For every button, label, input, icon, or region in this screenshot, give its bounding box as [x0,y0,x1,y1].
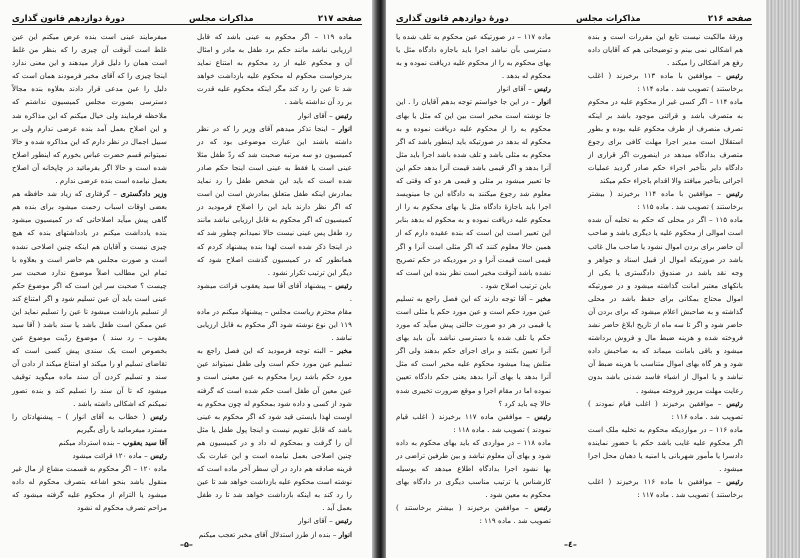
page-header [12,10,362,24]
series-title: دورهٔ دوازدهم قانون گذاری [396,14,509,24]
speaker-name: رئیس [721,189,743,199]
paragraph [588,475,753,501]
speaker-name: رئیس [528,503,551,513]
paragraph [396,82,561,95]
speaker-name: انوار [334,123,352,133]
paragraph-text: – موافقین با ماده ۱۱۴ برخیزند ( بیشتر برخاستند ) تصویب شد . ماده ۱۱۵ : [588,189,743,212]
paragraph [197,122,362,279]
paragraph [588,95,753,187]
paragraph [12,462,177,514]
paragraph-text: ماده ۱۱۴ – اگر کسی غیر از محکوم علیه در محکوم به متصرف باشد و قرائنی موجود باشد بر اینکه تصرف منصرف از طرف محکوم علیه بوده و بطور استقلال است مدیر اجرا مهلت کافی برای رجوع متصرف بدادگاه میدهد در اینصورت اگر قراری از دادگاه دایر بتأخیر اجراء حکم صادر گردید عملیات اجرائی بتأخیر میافتد والا اقدام باجراء حکم میکند [588,97,743,186]
header-rule [12,24,362,25]
paragraph-text: – بنده از طرز استدلال آقای مخبر تعجب میکنم [198,529,337,539]
center-title: مذاکرات مجلس [576,14,641,24]
page-217 [0,0,374,558]
paragraph [588,423,753,475]
paragraph-text: ورقهٔ مالکیت نیست تابع این مقررات است و بنده هم اشکالی نمی بینم و توضیحاتی هم که آقایان داده رفع هر اشکالی را میکند . [588,32,743,68]
paragraph [588,187,753,213]
page-header [396,10,752,24]
paragraph-text: – آقای انوار [298,516,333,526]
paragraph [396,95,561,291]
speaker-name: رئیس [720,71,743,81]
paragraph-text: – بنده استرداد میکنم [58,437,121,447]
speaker-name: رئیس [721,398,743,408]
paragraph-text: ماده ۱۲۰ – اگر محکوم به قسمت مشاع از مال غیر منقول باشد بنحو اشاعه بتصرف محکوم له داده میشود یا التزام از محکوم علیه گرفته میشود که مزاحم تصرف محکوم له نشود [12,464,167,513]
paragraph [396,292,561,410]
paragraph [396,30,561,82]
speaker-name: وزیر دادگستری [116,189,167,199]
paragraph-text: – گرفتاری که زیاد شد حافظه هم بعضی اوقات اسباب زحمت میشود برای بنده هم گاهی پیش میآید اصلاحاتی که در کمیسیون میشود بنده یادداشت میکنم در یادداشتهای بنده که هیچ چیزی نیست و آقایان هم اینکه چنین اصلاحی نشده است و صورت مجلس هم حاضر است و بعلاوه با تمام این مطالب اصلاً موضوع ندارد صحبت سر چیست ؟ صحبت سر این است که اگر موضوع حکم عینی است باید آن عین تسلیم شود و اگر امتناع کند از تسلیم بازداشت میشود تا عین را تسلیم نماید این عین ممکن است طفل باشد یا سند باشد ( آقا سید یعقوب – رد سند ) موضوع ردّیت موضوع عین بخصوص است یک سندی پیش کسی است که تقاضای تسلیم او را میکند او امتناع میکند از دادن آن سند و تسلیم کردن آن سند ماده میگوید توقیف میشود که تا آن سند را تسلیم کند و بنده تصور نمیکنم که اشکالی داشته باشد . [12,189,167,408]
page-label: صفحه ۲۱۷ [317,14,362,24]
paragraph [197,305,362,344]
paragraph [588,30,753,69]
paragraph [588,213,753,396]
paragraph-text: – آقای انوار [298,110,333,120]
paragraph [396,410,561,436]
paragraph-text: ( خطاب به آقای انوار ) – پیشنهادتان را مسترد میفرمائید یا رأی بگیریم [12,411,167,434]
paragraph-text: میفرمایند عینی است بنده عرض میکنم این عین غلط است آنوقت آن چیزی را که بنظر من غلط است همان را دلیل قرار میدهند و این معنی ندارد اینجا چیزی را که آقای مخبر فرمودند همان است که دلیل را عین مدعی قرار دادند بعلاوه بنده مجالاً دسترسی بصورت مجلس کمیسیون نداشتم که ملاحظه فرمایند ولی خیال میکنم که این مذاکره شد و این اصلاح بعمل آمد بنده عرضی ندارم ولی بر سبیل اجمال در نظر دارم که این مذاکره شده و حالا نمیتوانم قسم حضرت عباس بخورم که اینطور اصلاح شده است و حالا اگر بفرمائید در چاپخانه آن اصلاح بعمل نیامده است بنده عرضی ندارم . [12,32,167,186]
paragraph-text: – البته توجه فرمودید که این فصل راجع به تسلیم عین مورد حکم است ولی طفل نمیتواند عین مورد حکم باشد زیرا محکوم به عین معینی است و عین معین آن طفل است حکم شده است که گرفته شود از کسی و داده شود بمحکوم له چون محکوم به اوست لهذا بایستی قید شود که اگر محکوم به عینی باشد که قابل تقویم نیست و اینجا پول طفل یا مثل آن را گرفت و بمحکوم له داد و در کمیسیون هم چنین اصلاحی بعمل نیامده است و این عبارت یک قرینه صادقه هم دارد در آن سطر آخر ماده است که نوشته است محکوم علیه بازداشت خواهد شد تا عین را رد کند به اینکه بازداشت خواهد شد تا رد طفل بعمل آید . [197,346,352,513]
speaker-name: انوار [534,97,551,107]
speaker-name: رئیس [531,84,551,94]
paragraph-text: – موافقین برخیزند ( بیشتر برخاستند ) تصویب شد . ماده ۱۱۹ : [396,503,551,526]
header-rule [396,24,752,25]
paragraph-text: – پیشنهاد آقای آقا سید یعقوب قرائت میشود . [197,280,352,303]
page-number: –٤– [564,540,577,549]
speaker-name: رئیس [332,110,352,120]
speaker-name: رئیس [720,477,743,487]
paragraph-text: – موافقین ماده ۱۱۷ برخیزند ( اغلب قیام نمودند ) تصویب شد . ماده ۱۱۸ : [396,411,551,434]
column-left [396,30,561,528]
paragraph [12,436,177,449]
paragraph [396,436,561,501]
paragraph-text: ماده ۱۱۷ – در صورتیکه عین محکوم به تلف شده یا دسترسی بآن نباشد اجرا باید باجازه دادگاه مثل یا بهای محکوم به را از محکوم علیه دریافت نموده و به محکوم له بدهد . [396,32,551,81]
paragraph-text: – آقا توجه دارند که این فصل راجع به تسلیم عین مورد حکم است و عین مورد حکم یا مثلی است یا قیمی در هر دو صورت حالتی پیش میآید که مورد حکم یا تلف شده یا دسترسی نباشد بآن باید بهای آنرا تعیین بکنند و برای اجرای حکم بدهند ولی اگر مثلش پیدا میشود محکوم علیه مخیر است که مثل آنرا بدهد یا بهای آنرا بدهد یعنی حکم دادگاه تعیین نموده اما در مقام اجرا و موقع ضرورت تخییری شده حالا چه باید کرد ؟ [396,293,551,408]
center-title: مذاکرات مجلس [189,14,254,24]
paragraph [197,109,362,122]
paragraph-text: مقام محترم ریاست مجلس – پیشنهاد میکنم در ماده ۱۱۹ این نوع نوشته شود اگر محکوم به قابل ارزیابی نباشد . [197,306,352,343]
column-right [588,30,753,501]
paragraph [396,501,561,527]
paragraph-text: – ماده ۱۲۰ قرائت میشود [72,451,148,460]
paragraph-text: – موافقین با ماده ۱۱۶ برخیزند ( اغلب برخاستند ) تصویب شد . ماده ۱۱۷ : [588,477,743,500]
paragraph [197,344,362,514]
paragraph [12,449,177,462]
speaker-name: مخبر [333,346,352,356]
paragraph-text: – آقای انوار [497,84,532,94]
speaker-name: مخبر [533,293,551,303]
paragraph [197,30,362,109]
paragraph [588,69,753,95]
speaker-name: رئیس [332,280,352,290]
speaker-name: انوار [336,529,352,539]
speaker-name: رئیس [529,411,551,421]
paragraph-text: – اینجا تذکر میدهم آقای وزیر را که در نظر داشته باشند این عبارت موضوعی بود که در کمیسیون دو سه مرتبه صحبت شد که ردّ طفل مثلا عینی است یا فقط به عینی است اینجا حکم صادر شده است که باید این شخص طفل را رد نماید بمادرش اینکه طفل متعلق بمادرش است این است که اگر نظر دارند باید این را اصلاح فرمودید در کمیسیون که اگر محکوم به قابل ارزیابی نباشد مانند رد طفل پس عینی نیست حالا نمیدانم چطور شد که در اینجا ذکر شده است لهذا بنده پیشنهاد کردم که همانطور که در کمیسیون گذشت اصلاح شود که دیگر این ترتیب تکرار نشود . [197,123,352,277]
speaker-name: رئیس [145,411,167,421]
paragraph-text: – موافقین برخیزند ( اغلب قیام نمودند ) تصویب شد . ماده ۱۱۶ : [588,398,743,421]
series-title: دورهٔ دوازدهم قانون گذاری [12,14,125,24]
paragraph-text: – موافقین با ماده ۱۱۳ برخیزند ( اغلب برخاستند ) تصویب شد . ماده ۱۱۴ : [588,71,743,94]
column-left [12,30,177,514]
paragraph [12,30,177,187]
paragraph-text: ماده ۱۱۶ – در مواردیکه محکوم به تخلیه ملک است اگر محکوم علیه غایب باشد حکم با حضور نماینده دادسرا یا مأمور شهربانی یا امنیه یا دهبان محل اجرا میشود . [588,424,743,474]
paragraph [197,514,362,527]
paragraph [12,410,177,436]
paragraph [12,187,177,410]
paragraph [197,528,362,541]
speaker-name: آقا سید یعقوب [120,437,167,447]
page-216 [386,0,766,558]
page-label: صفحه ۲۱۶ [707,14,752,24]
paragraph-text: ماده ۱۱۵ – اگر در محلی که حکم به تخلیه آن شده است اموالی از محکوم علیه یا دیگری باشد و صاحب آن حاضر برای بردن اموال نشود یا صاحب مال غائب باشد در صورتیکه اموال از قبیل اسناد و جواهر و وجه نقد باشد در صندوق دادگستری یا یکی از بانکهای معتبر امانت گذاشته میشود و در صورتیکه اموال محتاج بمکانی برای حفظ باشد در محلی گذاشته و به صاحبش اعلام میشود که برای بردن آن حاضر شود و اگر تا سه ماه از تاریخ ابلاغ حاضر نشد فروخته شده و هزینه ضبط مال و فروش برداشته میشود و باقی بامانت میماند که به صاحبش داده شود و هر گاه بهای اموال متناسب با هزینه ضبط آن نباشد و یا اموال از اشیاء فاسد شدنی باشد بدون رعایت مهلت مزبور فروخته میشود . [588,215,743,395]
paragraph-text: – در این جا خواستم توجه بدهم آقایان را . این جا نوشته است مخیر است بین این که مثل یا بهای محکوم به را از محکوم علیه دریافت نموده و به محکوم له بدهد در صورتیکه باید اینطور باشد که اگر محکوم به مثلی باشد و تلف شده باشد اجرا باید مثل آنرا بدهد و اگر قیمی باشد قیمت آنرا بدهد حکم این جا تعبیر میشود بر مثلی و قیمی هر دو که وقتی که معلوم شد رجوع میکنند به دادگاه این جا مینویسد اجرا باید باجازهٔ دادگاه مثل یا بهای محکوم به را از محکوم علیه دریافت نموده و به محکوم له بدهد بنابر این تعبیر است این است که بنده عقیده دارم که از همین حالا معلوم کنند که اگر مثلی است آنرا و اگر قیمی است قیمت آنرا و در موردیکه در حکم تصریح نشده باشد آنوقت مخیر است نظر بنده این است که باین ترتیب اصلاح شود . [396,97,551,290]
paragraph-text: ماده ۱۱۹ – اگر محکوم به عینی باشد که قابل ارزیابی نباشد مانند حکم برد طفل به مادر و امثال آن و محکوم علیه از رد محکوم به امتناع نماید بدرخواست محکوم له محکوم علیه بازداشت خواهد شد تا عین را رد کند مگر اینکه محکوم علیه قدرت بر رد آن نداشته باشد . [197,32,352,107]
page-edge [766,0,800,558]
page-number: –۵– [180,540,193,549]
speaker-name: رئیس [147,451,167,460]
paragraph [197,279,362,305]
paragraph-text: ماده ۱۱۸ – در مواردی که باید بهای محکوم به داده شود و بهای آن معلوم نباشد و بین طرفین تراضی در بها نشود اجرا بدادگاه اطلاع میدهد که بوسیله کارشناس یا ترتیب مناسب دیگری در دادگاه بهای محکوم به معین شود . [396,437,551,500]
paragraph [588,397,753,423]
column-right [197,30,362,541]
speaker-name: رئیس [332,516,352,526]
